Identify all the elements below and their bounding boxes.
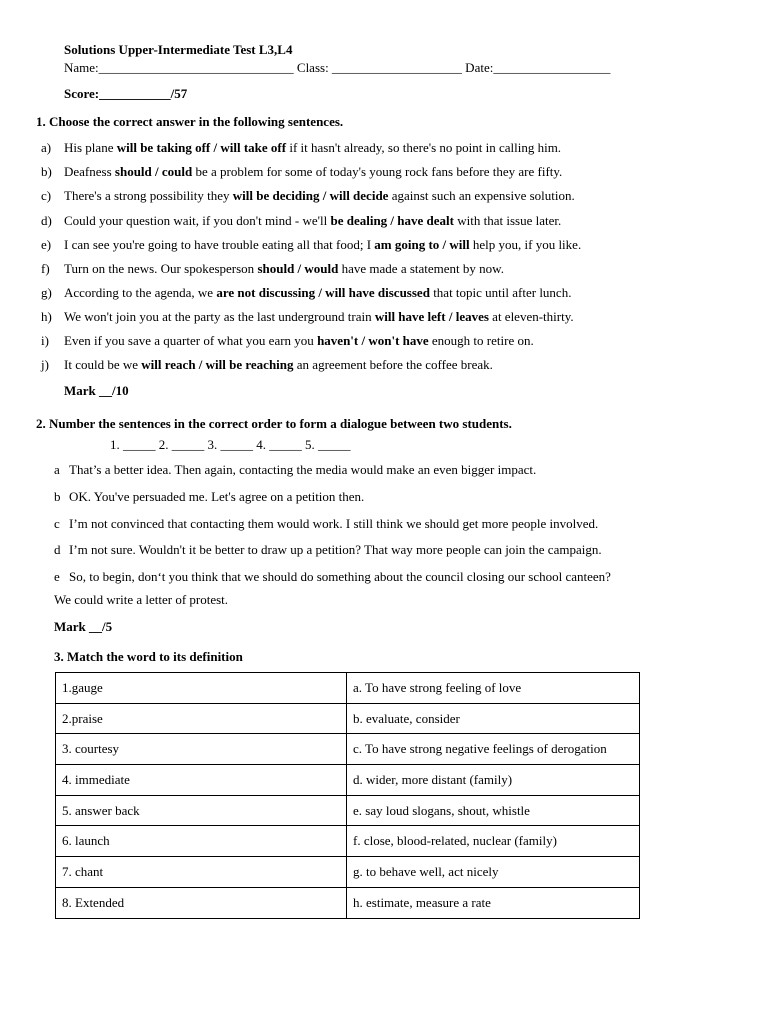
- section2-mark: Mark __/5: [54, 619, 113, 634]
- item-sentence: His plane will be taking off / will take off if it hasn't already, so there's no point in calling him.: [64, 140, 562, 155]
- item-letter: a): [41, 140, 52, 155]
- student-info-line: Name:______________________________ Class: ____________________ Date:__________________: [64, 60, 611, 75]
- word-cell: 6. launch: [56, 826, 347, 857]
- table-row: [56, 703, 640, 734]
- item-letter: h): [41, 309, 52, 324]
- dialogue-line: e So, to begin, don‘t you think that we should do something about the council closing our school canteen?: [54, 569, 611, 584]
- item-letter: b): [41, 164, 52, 179]
- answer-options: will reach / will be reaching: [141, 357, 294, 372]
- test-title: Solutions Upper-Intermediate Test L3,L4: [64, 42, 293, 57]
- word-cell: 5. answer back: [56, 795, 347, 826]
- item-letter: i): [41, 333, 49, 348]
- section1-heading: 1. Choose the correct answer in the following sentences.: [36, 114, 344, 129]
- answer-options: will have left / leaves: [374, 309, 489, 324]
- answer-options: am going to / will: [374, 237, 470, 252]
- item-sentence: Turn on the news. Our spokesperson should / would have made a statement by now.: [64, 261, 504, 276]
- answer-options: are not discussing / will have discussed: [216, 285, 430, 300]
- answer-options: haven't / won't have: [317, 333, 429, 348]
- word-cell: 7. chant: [56, 857, 347, 888]
- word-cell: 3. courtesy: [56, 734, 347, 765]
- answer-options: should / would: [257, 261, 339, 276]
- score-line: Score:___________/57: [64, 86, 188, 101]
- item-sentence: According to the agenda, we are not discussing / will have discussed that topic until after lunch.: [64, 285, 572, 300]
- item-sentence: I can see you're going to have trouble eating all that food; I am going to / will help you, if you like.: [64, 237, 582, 252]
- item-letter: e): [41, 237, 52, 252]
- word-cell: 8. Extended: [56, 887, 347, 918]
- word-cell: 4. immediate: [56, 765, 347, 796]
- answer-options: be dealing / have dealt: [330, 213, 454, 228]
- dialogue-line: b OK. You've persuaded me. Let's agree on a petition then.: [54, 489, 365, 504]
- section3-heading: 3. Match the word to its definition: [54, 649, 243, 664]
- definition-cell: f. close, blood-related, nuclear (family): [347, 826, 640, 857]
- definition-cell: a. To have strong feeling of love: [347, 673, 640, 704]
- definition-cell: c. To have strong negative feelings of derogation: [347, 734, 640, 765]
- order-answer-line: 1. _____ 2. _____ 3. _____ 4. _____ 5. _____: [110, 437, 351, 452]
- item-sentence: Even if you save a quarter of what you earn you haven't / won't have enough to retire on.: [64, 333, 534, 348]
- answer-options: should / could: [114, 164, 193, 179]
- item-sentence: Deafness should / could be a problem for some of today's young rock fans before they are fifty.: [64, 164, 563, 179]
- word-cell: 2.praise: [56, 703, 347, 734]
- table-row: [56, 887, 640, 918]
- matching-table: [55, 672, 640, 919]
- definition-cell: b. evaluate, consider: [347, 703, 640, 734]
- dialogue-line: a That’s a better idea. Then again, contacting the media would make an even bigger impact.: [54, 462, 537, 477]
- dialogue-line-continuation: We could write a letter of protest.: [54, 592, 229, 607]
- table-row: [56, 734, 640, 765]
- item-letter: d): [41, 213, 52, 228]
- table-row: [56, 795, 640, 826]
- item-sentence: Could your question wait, if you don't mind - we'll be dealing / have dealt with that issue later.: [64, 213, 562, 228]
- item-sentence: We won't join you at the party as the last underground train will have left / leaves at eleven-thirty.: [64, 309, 574, 324]
- item-letter: f): [41, 261, 50, 276]
- dialogue-line: c I’m not convinced that contacting them would work. I still think we should get more people involved.: [54, 516, 599, 531]
- section2-heading: 2. Number the sentences in the correct order to form a dialogue between two students.: [36, 416, 512, 431]
- definition-cell: e. say loud slogans, shout, whistle: [347, 795, 640, 826]
- table-row: [56, 826, 640, 857]
- table-row: [56, 673, 640, 704]
- answer-options: will be deciding / will decide: [232, 188, 389, 203]
- answer-options: will be taking off / will take off: [116, 140, 287, 155]
- item-letter: c): [41, 188, 52, 203]
- table-row: [56, 765, 640, 796]
- item-letter: g): [41, 285, 52, 300]
- item-letter: j): [41, 357, 49, 372]
- word-cell: 1.gauge: [56, 673, 347, 704]
- table-row: [56, 857, 640, 888]
- dialogue-line: d I’m not sure. Wouldn't it be better to draw up a petition? That way more people can join the campaign.: [54, 542, 602, 557]
- item-sentence: There's a strong possibility they will be deciding / will decide against such an expensive solution.: [64, 188, 575, 203]
- definition-cell: g. to behave well, act nicely: [347, 857, 640, 888]
- definition-cell: h. estimate, measure a rate: [347, 887, 640, 918]
- definition-cell: d. wider, more distant (family): [347, 765, 640, 796]
- item-sentence: It could be we will reach / will be reaching an agreement before the coffee break.: [64, 357, 493, 372]
- section1-mark: Mark __/10: [64, 383, 129, 398]
